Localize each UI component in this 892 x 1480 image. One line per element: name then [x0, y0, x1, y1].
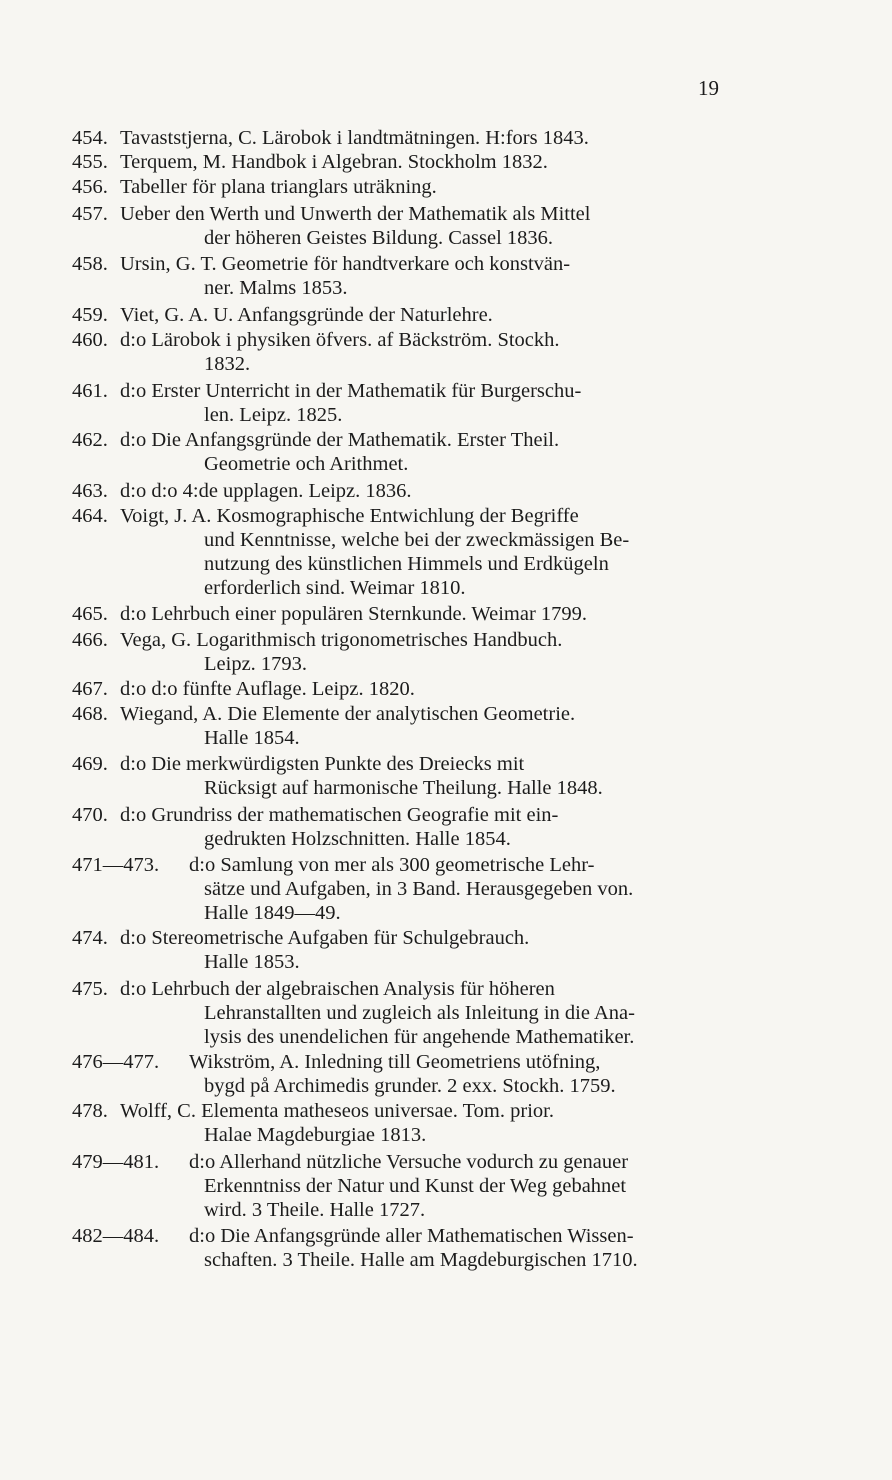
- entry-text: d:o Lehrbuch einer populären Sternkunde. Weimar 1799.: [120, 603, 588, 625]
- bibliography-entry: [0, 1101, 892, 1149]
- entry-text: d:o Samlung von mer als 300 geometrische Lehr-: [189, 854, 595, 876]
- entry-text: d:o Die Anfangsgründe aller Mathematischen Wissen-: [189, 1225, 634, 1247]
- entry-text: Ursin, G. T. Geometrie för handtverkare och konstvän-: [120, 253, 571, 275]
- entry-number: 454.: [72, 127, 108, 149]
- entry-number: 464.: [72, 505, 108, 527]
- entry-continuation: lysis des unendelichen für angehende Mathematiker.: [204, 1026, 635, 1048]
- entry-continuation: Erkenntniss der Natur und Kunst der Weg gebahnet: [204, 1175, 627, 1197]
- bibliography-entry: [0, 1052, 892, 1100]
- entry-text: d:o d:o fünfte Auflage. Leipz. 1820.: [120, 678, 415, 700]
- entry-text: Ueber den Werth und Unwerth der Mathematik als Mittel: [120, 203, 591, 225]
- entry-text: Terquem, M. Handbok i Algebran. Stockholm 1832.: [120, 151, 548, 173]
- bibliography-entry: [0, 1152, 892, 1224]
- entry-text: Tabeller för plana trianglars uträkning.: [120, 176, 437, 198]
- entry-number: 467.: [72, 678, 108, 700]
- entry-number: 457.: [72, 203, 108, 225]
- entry-text: d:o Lehrbuch der algebraischen Analysis für höheren: [120, 978, 555, 1000]
- entry-number: 479—481.: [72, 1151, 160, 1173]
- entry-text: d:o Grundriss der mathematischen Geografie mit ein-: [120, 804, 559, 826]
- entry-continuation: Halae Magdeburgiae 1813.: [204, 1124, 427, 1146]
- entry-continuation: Rücksigt auf harmonische Theilung. Halle 1848.: [204, 777, 603, 799]
- entry-number: 465.: [72, 603, 108, 625]
- entry-number: 466.: [72, 629, 108, 651]
- entry-continuation: bygd på Archimedis grunder. 2 exx. Stockh. 1759.: [204, 1075, 616, 1097]
- bibliography-entry: [0, 1226, 892, 1274]
- entry-number: 461.: [72, 380, 108, 402]
- entry-number: 460.: [72, 329, 108, 351]
- entry-text: Wikström, A. Inledning till Geometriens utöfning,: [189, 1051, 601, 1073]
- entry-text: Wiegand, A. Die Elemente der analytischen Geometrie.: [120, 703, 576, 725]
- entry-continuation: erforderlich sind. Weimar 1810.: [204, 577, 466, 599]
- bibliography-entry: [0, 204, 892, 252]
- entry-number: 482—484.: [72, 1225, 160, 1247]
- entry-continuation: Halle 1849—49.: [204, 902, 341, 924]
- bibliography-entry: [0, 604, 892, 628]
- entry-continuation: schaften. 3 Theile. Halle am Magdeburgischen 1710.: [204, 1249, 638, 1271]
- entry-continuation: und Kenntnisse, welche bei der zweckmässigen Be-: [204, 529, 630, 551]
- entry-number: 471—473.: [72, 854, 160, 876]
- entry-text: Tavaststjerna, C. Lärobok i landtmätningen. H:fors 1843.: [120, 127, 589, 149]
- entry-continuation: gedrukten Holzschnitten. Halle 1854.: [204, 828, 511, 850]
- entry-number: 459.: [72, 304, 108, 326]
- bibliography-entry: [0, 805, 892, 853]
- entry-number: 458.: [72, 253, 108, 275]
- entry-continuation: len. Leipz. 1825.: [204, 404, 343, 426]
- bibliography-entry: [0, 381, 892, 429]
- bibliography-entry: [0, 305, 892, 329]
- entry-text: Vega, G. Logarithmisch trigonometrisches Handbuch.: [120, 629, 563, 651]
- entry-continuation: Halle 1854.: [204, 727, 300, 749]
- entry-number: 456.: [72, 176, 108, 198]
- entry-number: 469.: [72, 753, 108, 775]
- entry-text: d:o Stereometrische Aufgaben für Schulgebrauch.: [120, 927, 530, 949]
- bibliography-entry: [0, 979, 892, 1051]
- entry-text: d:o Lärobok i physiken öfvers. af Bäckström. Stockh.: [120, 329, 560, 351]
- entry-continuation: Leipz. 1793.: [204, 653, 308, 675]
- entry-number: 468.: [72, 703, 108, 725]
- entry-continuation: Lehranstallten und zugleich als Inleitung in die Ana-: [204, 1002, 635, 1024]
- entry-continuation: ner. Malms 1853.: [204, 277, 348, 299]
- entry-text: d:o Allerhand nützliche Versuche vodurch zu genauer: [189, 1151, 629, 1173]
- bibliography-entry: [0, 704, 892, 752]
- bibliography-entry: [0, 330, 892, 378]
- entry-number: 475.: [72, 978, 108, 1000]
- entry-number: 476—477.: [72, 1051, 160, 1073]
- bibliography-entry: [0, 506, 892, 602]
- bibliography-entry: [0, 430, 892, 478]
- bibliography-entry: [0, 754, 892, 802]
- bibliography-entry: [0, 630, 892, 678]
- bibliography-entry: [0, 152, 892, 176]
- entry-number: 455.: [72, 151, 108, 173]
- entry-text: d:o Erster Unterricht in der Mathematik für Burgerschu-: [120, 380, 582, 402]
- bibliography-entry: [0, 254, 892, 302]
- entry-number: 478.: [72, 1100, 108, 1122]
- entry-text: Voigt, J. A. Kosmographische Entwichlung der Begriffe: [120, 505, 579, 527]
- entry-continuation: Halle 1853.: [204, 951, 300, 973]
- entry-number: 474.: [72, 927, 108, 949]
- entry-number: 470.: [72, 804, 108, 826]
- entry-continuation: nutzung des künstlichen Himmels und Erdkügeln: [204, 553, 609, 575]
- entry-text: Wolff, C. Elementa matheseos universae. Tom. prior.: [120, 1100, 554, 1122]
- entry-text: d:o d:o 4:de upplagen. Leipz. 1836.: [120, 480, 412, 502]
- bibliography-entry: [0, 928, 892, 976]
- bibliography-entry: [0, 177, 892, 201]
- entry-text: d:o Die Anfangsgründe der Mathematik. Erster Theil.: [120, 429, 560, 451]
- bibliography-entry: [0, 481, 892, 505]
- entry-text: d:o Die merkwürdigsten Punkte des Dreiecks mit: [120, 753, 525, 775]
- entry-continuation: Geometrie och Arithmet.: [204, 453, 409, 475]
- page-number: 19: [698, 76, 719, 100]
- bibliography-entry: [0, 128, 892, 152]
- entry-text: Viet, G. A. U. Anfangsgründe der Naturlehre.: [120, 304, 493, 326]
- entry-continuation: wird. 3 Theile. Halle 1727.: [204, 1199, 426, 1221]
- entry-continuation: 1832.: [204, 353, 251, 375]
- entry-continuation: der höheren Geistes Bildung. Cassel 1836.: [204, 227, 554, 249]
- bibliography-entry: [0, 679, 892, 703]
- bibliography-entry: [0, 855, 892, 927]
- entry-continuation: sätze und Aufgaben, in 3 Band. Herausgegeben von.: [204, 878, 634, 900]
- entry-number: 462.: [72, 429, 108, 451]
- entry-number: 463.: [72, 480, 108, 502]
